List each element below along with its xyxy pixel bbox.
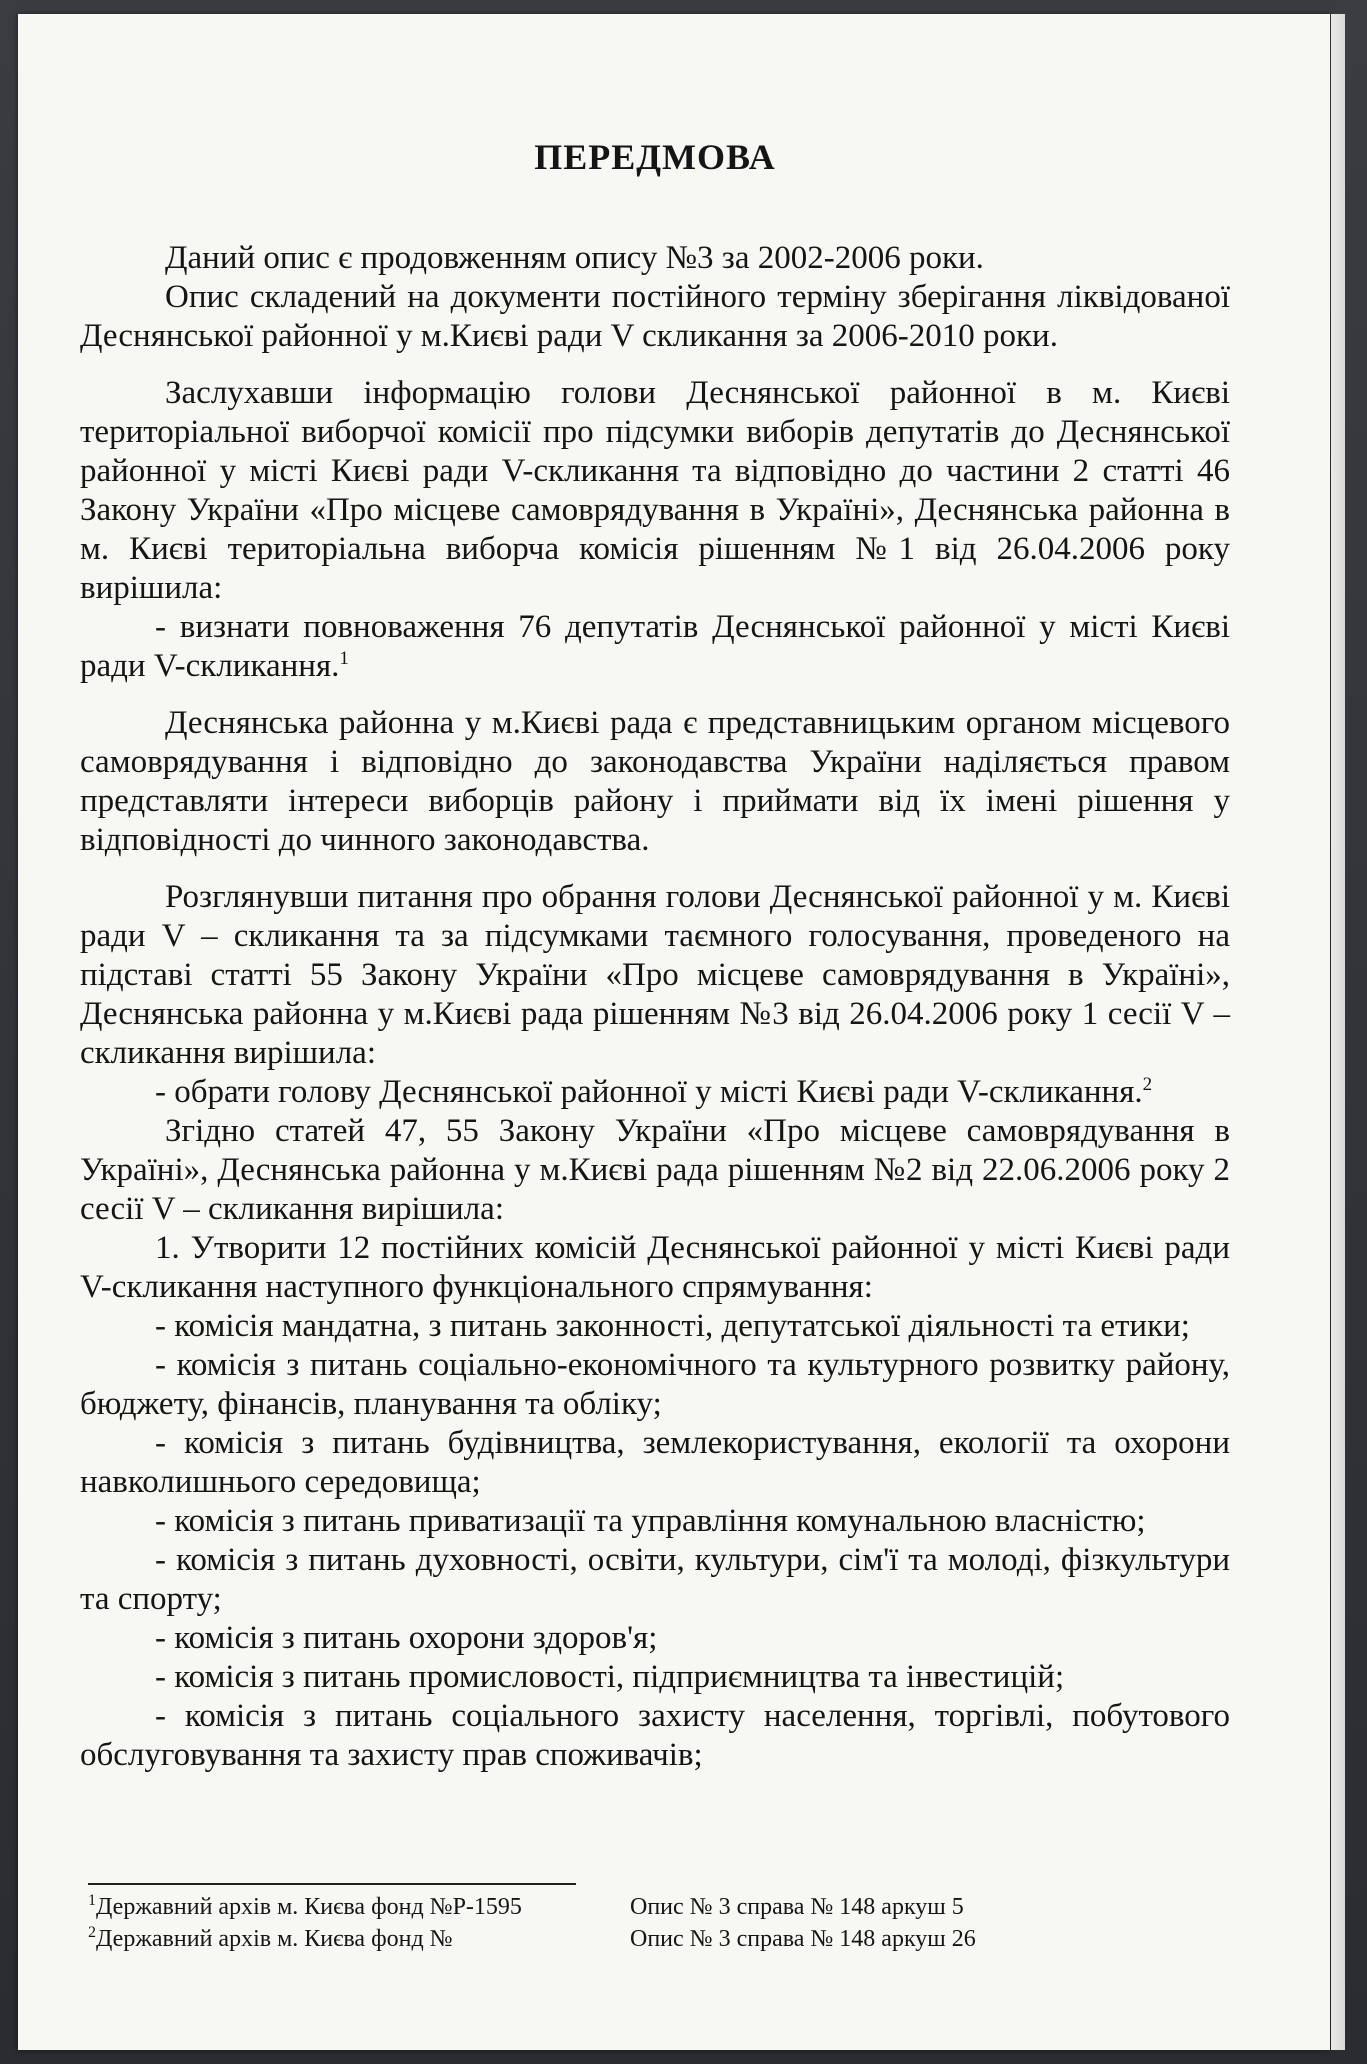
footnote-source	[88, 1923, 630, 1955]
list-item-commission: - комісія з питань соціального захисту населення, торгівлі, побутового обслуговування та захисту прав споживачів;	[80, 1698, 1230, 1773]
paragraph-head-election: Розглянувши питання про обрання голови Деснянської районної у м. Києві ради V – скликання та за підсумками таємного голосування, проведеного на підставі статті 55 Закону України «Про місцеве самоврядування в Україні», Деснянська районна у м.Києві рада рішенням №3 від 26.04.2006 року 1 сесії V – скликання вирішила:	[80, 879, 1230, 1071]
list-item-commission: - комісія з питань охорони здоров'я;	[155, 1620, 658, 1656]
footnote-fond: Державний архів м. Києва фонд №Р-1595	[96, 1894, 522, 1920]
footnote-mark-1: 1	[339, 648, 349, 669]
paragraph-create-commissions: 1. Утворити 12 постійних комісій Деснянської районної у місті Києві ради V-скликання наступного функціонального спрямування:	[80, 1230, 1230, 1305]
paragraph-text: - обрати голову Деснянської районної у місті Києві ради V-скликання.	[155, 1074, 1143, 1110]
footnote-1	[88, 1891, 1188, 1923]
paragraph-intro: Даний опис є продовженням опису №3 за 2002-2006 роки.	[165, 240, 984, 276]
list-item-commission: - комісія з питань духовності, освіти, культури, сім'ї та молоді, фізкультури та спорту;	[80, 1542, 1230, 1617]
footnote-number: 1	[88, 1892, 96, 1909]
footnote-separator	[88, 1883, 576, 1885]
list-item-commission: - комісія з питань будівництва, землекористування, екології та охорони навколишнього середовища;	[80, 1425, 1230, 1500]
list-item-commission: - комісія з питань промисловості, підприємництва та інвестицій;	[155, 1659, 1065, 1695]
footnote-reference: Опис № 3 справа № 148 аркуш 5	[630, 1894, 964, 1920]
list-item-commission: - комісія мандатна, з питань законності, депутатської діяльності та етики;	[155, 1308, 1190, 1344]
paragraph-elect-head	[80, 1073, 1230, 1112]
list-item-commission: - комісія з питань приватизації та управління комунальною власністю;	[155, 1503, 1146, 1539]
footnote-source	[88, 1891, 630, 1923]
page-edge	[1331, 14, 1345, 2050]
footnotes	[88, 1883, 1188, 1955]
footnote-mark-2: 2	[1142, 1074, 1153, 1095]
paragraph-council-role: Деснянська районна у м.Києві рада є представницьким органом місцевого самоврядування і відповідно до законодавства України наділяється правом представляти інтереси виборців району і приймати від їх імені рішення у відповідності до чинного законодавства.	[80, 705, 1230, 858]
paragraph-text: - визнати повноваження 76 депутатів Деснянської районної у місті Києві ради V-скликання.	[80, 609, 1230, 684]
paragraph-recognize-powers	[80, 608, 1230, 686]
paragraph-description: Опис складений на документи постійного терміну зберігання ліквідованої Деснянської районної у м.Києві ради V скликання за 2006-2010 роки.	[80, 279, 1230, 354]
footnote-reference: Опис № 3 справа № 148 аркуш 26	[630, 1926, 976, 1952]
document-body	[80, 138, 1230, 1775]
paragraph-election-results: Заслухавши інформацію голови Деснянської районної в м. Києві територіальної виборчої комісії про підсумки виборів депутатів до Деснянської районної у місті Києві ради V-скликання та відповідно до частини 2 статті 46 Закону України «Про місцеве самоврядування в Україні», Деснянська районна в м. Києві територіальна виборча комісія рішенням №1 від 26.04.2006 року вирішила:	[80, 375, 1230, 606]
list-item-commission: - комісія з питань соціально-економічного та культурного розвитку району, бюджету, фінансів, планування та обліку;	[80, 1347, 1230, 1422]
footnote-number: 2	[88, 1924, 96, 1941]
footnote-fond: Державний архів м. Києва фонд №	[96, 1926, 453, 1952]
paragraph-commissions-decision: Згідно статей 47, 55 Закону України «Про місцеве самоврядування в Україні», Деснянська районна у м.Києві рада рішенням №2 від 22.06.2006 року 2 сесії V – скликання вирішила:	[80, 1113, 1230, 1227]
page-title: ПЕРЕДМОВА	[534, 137, 776, 177]
footnote-2	[88, 1923, 1188, 1955]
